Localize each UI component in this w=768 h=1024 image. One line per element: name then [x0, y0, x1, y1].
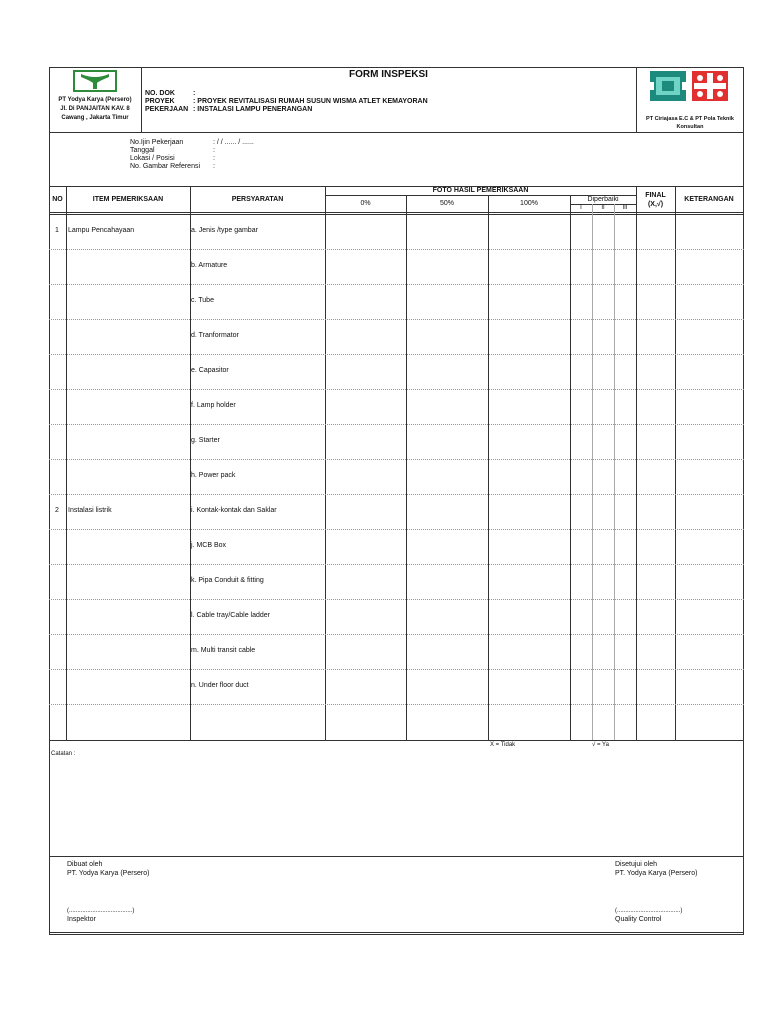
info-label-ijin: No.Ijin Pekerjaan	[130, 139, 184, 146]
info-label-lokasi: Lokasi / Posisi	[130, 155, 175, 162]
ciriajasa-logo	[648, 69, 688, 103]
row-8-req: h. Power pack	[191, 472, 236, 479]
pekerjaan-value: : INSTALASI LAMPU PENERANGAN	[193, 106, 313, 113]
sig-left-dots: (......................................)	[67, 908, 135, 914]
header-foto: FOTO HASIL PEMERIKSAAN	[432, 187, 529, 194]
yodya-karya-logo	[73, 70, 117, 92]
form-title: FORM INSPEKSI	[349, 69, 428, 80]
legend-x: X = Tidak	[490, 742, 516, 748]
row-9-no: 2	[55, 507, 59, 514]
row-13-req: m. Multi transit cable	[191, 647, 256, 654]
proyek-label: PROYEK	[145, 98, 175, 105]
row-1-no: 1	[55, 227, 59, 234]
row-9-item: Instalasi listrik	[68, 507, 112, 514]
header-persyaratan: PERSYARATAN	[231, 196, 284, 203]
sig-right-role: Quality Control	[615, 916, 662, 923]
pekerjaan-label: PEKERJAAN	[145, 106, 189, 113]
pola-teknik-logo	[690, 69, 730, 103]
sig-left-company: PT. Yodya Karya (Persero)	[67, 870, 150, 877]
row-12-req: l. Cable tray/Cable ladder	[191, 612, 270, 619]
header-item: ITEM PEMERIKSAAN	[92, 196, 164, 203]
header-keterangan: KETERANGAN	[684, 196, 734, 203]
company-right-line1: PT Ciriajasa E.C & PT Pola Teknik	[646, 116, 734, 122]
row-5-req: e. Capasitor	[191, 367, 229, 374]
row-4-req: d. Tranformator	[191, 332, 239, 339]
proyek-value: : PROYEK REVITALISASI RUMAH SUSUN WISMA ATLET KEMAYORAN	[193, 98, 428, 105]
row-3-req: c. Tube	[191, 297, 214, 304]
header-no: NO	[52, 196, 63, 203]
notes-label: Catatan :	[51, 751, 76, 757]
company-left-line1: PT Yodya Karya (Persero)	[58, 97, 132, 103]
legend-check: √ = Ya	[592, 742, 609, 748]
row-10-req: j. MCB Box	[191, 542, 227, 549]
header-100-percent: 100%	[520, 200, 538, 207]
company-left-line2: Jl. Di PANJAITAN KAV. 8	[60, 106, 130, 112]
sig-right-company: PT. Yodya Karya (Persero)	[615, 870, 698, 877]
row-11-req: k. Pipa Conduit & fitting	[191, 577, 264, 584]
row-1-item: Lampu Pencahayaan	[68, 227, 135, 234]
header-final-sub: (X,√)	[647, 201, 664, 208]
header-0-percent: 0%	[360, 200, 371, 207]
header-diperbaiki-ii: II	[601, 205, 605, 211]
info-label-gambar: No. Gambar Referensi	[130, 163, 201, 170]
header-50-percent: 50%	[439, 200, 454, 207]
info-value-tanggal: :	[213, 147, 215, 154]
header-diperbaiki-i: I	[580, 205, 582, 211]
header-diperbaiki: Diperbaiki	[587, 196, 619, 203]
row-7-req: g. Starter	[191, 437, 220, 444]
header-final: FINAL	[645, 192, 666, 199]
header-diperbaiki-iii: III	[622, 205, 628, 211]
row-9-req: i. Kontak-kontak dan Saklar	[191, 507, 277, 514]
sig-left-role: Inspektor	[67, 916, 96, 923]
no-dok-label: NO. DOK	[145, 90, 175, 97]
row-14-req: n. Under floor duct	[191, 682, 249, 689]
sig-left-made-by: Dibuat oleh	[67, 861, 103, 868]
row-1-req: a. Jenis /type gambar	[191, 227, 258, 234]
row-6-req: f. Lamp holder	[191, 402, 236, 409]
info-label-tanggal: Tanggal	[130, 147, 155, 154]
company-left-line3: Cawang , Jakarta Timur	[61, 115, 129, 121]
info-value-gambar: :	[213, 163, 215, 170]
company-right-line2: Konsultan	[676, 124, 704, 130]
sig-right-approved-by: Disetujui oleh	[615, 861, 658, 868]
info-value-lokasi: :	[213, 155, 215, 162]
info-value-ijin: : / / ...... / ......	[213, 139, 254, 146]
row-2-req: b. Armature	[191, 262, 228, 269]
sig-right-dots: (......................................)	[615, 908, 683, 914]
no-dok-value: :	[193, 90, 196, 97]
